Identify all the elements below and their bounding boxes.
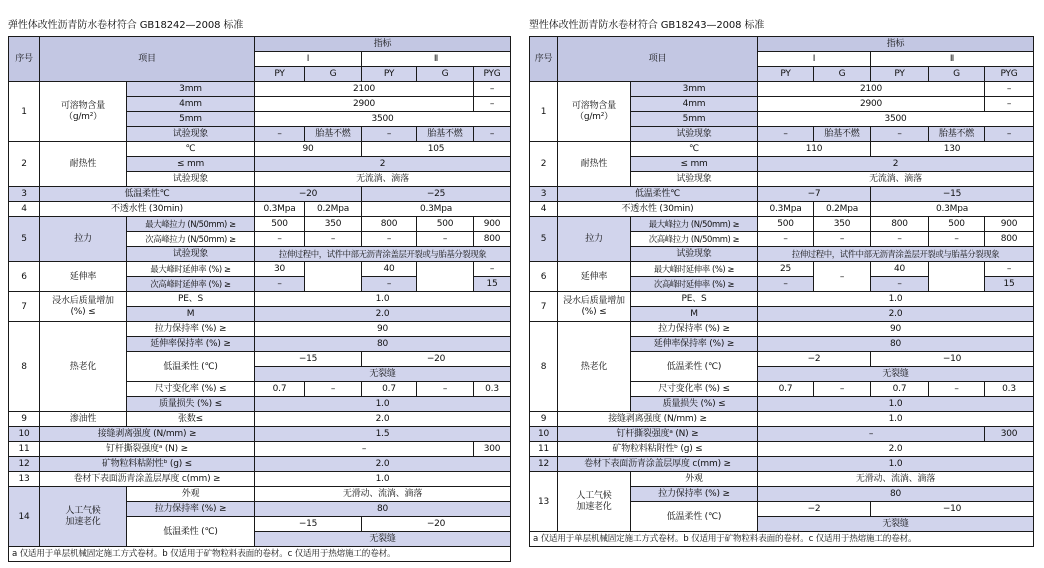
table-cell: 指标	[758, 37, 1034, 52]
table-cell: 耐热性	[558, 142, 631, 187]
table-cell: 6	[530, 262, 558, 292]
table-cell: 2.0	[758, 442, 1034, 457]
table-cell: 质量损失 (%) ≤	[631, 397, 758, 412]
table-cell: –	[985, 97, 1034, 112]
table-cell: 10	[530, 427, 558, 442]
table-row	[530, 322, 1034, 337]
table-cell: 90	[758, 322, 1034, 337]
table-cell: PY	[255, 67, 305, 82]
table-cell: 无裂缝	[255, 367, 511, 382]
table-row	[530, 427, 1034, 442]
table-cell: 人工气候 加速老化	[558, 472, 631, 532]
table-cell: 低温柔性 (℃)	[127, 352, 255, 382]
table-cell: −20	[362, 517, 511, 532]
table-cell: 80	[758, 337, 1034, 352]
table-cell: 外观	[127, 487, 255, 502]
table-cell: 拉力保持率 (%) ≥	[631, 487, 758, 502]
table-cell: 接缝剥离强度 (N/mm) ≥	[558, 412, 758, 427]
table-cell: –	[362, 127, 417, 142]
table-cell: 无裂缝	[758, 517, 1034, 532]
table-cell: a 仅适用于单层机械固定施工方式卷材。b 仅适用于矿物粒料表面的卷材。c 仅适用于热熔施工的卷材。	[9, 547, 511, 562]
table-cell: 500	[417, 217, 474, 232]
table-row	[530, 37, 1034, 52]
table-cell: 9	[530, 412, 558, 427]
table-cell: –	[362, 277, 417, 292]
table-cell: –	[985, 262, 1034, 277]
table-cell: –	[871, 232, 929, 247]
table-cell: –	[929, 382, 985, 397]
table-cell: 序号	[9, 37, 40, 82]
table-cell: −10	[871, 502, 1034, 517]
table-cell: 4mm	[631, 97, 758, 112]
table-cell: 500	[929, 217, 985, 232]
table-cell	[305, 262, 362, 292]
table-cell: 8	[9, 322, 40, 412]
table-cell: 试验现象	[631, 127, 758, 142]
table-cell: –	[255, 127, 305, 142]
table-cell: 350	[814, 217, 871, 232]
table-row	[530, 217, 1034, 232]
table-cell: 1.0	[255, 292, 511, 307]
table-cell: 项目	[558, 37, 758, 82]
table-cell: 2	[530, 142, 558, 187]
table-cell: 130	[871, 142, 1034, 157]
table-cell: 渗油性	[40, 412, 127, 427]
table-cell: 胎基不燃	[305, 127, 362, 142]
table-cell: 8	[530, 322, 558, 412]
table-cell: Ⅰ	[255, 52, 362, 67]
table-row	[530, 262, 1034, 277]
table-cell: 延伸率	[40, 262, 127, 292]
table-cell: –	[255, 232, 305, 247]
table-cell: 试验现象	[631, 247, 758, 262]
table-cell: 最大峰时延伸率 (%) ≥	[127, 262, 255, 277]
table-cell: 尺寸变化率 (%) ≤	[631, 382, 758, 397]
table-cell: 项目	[40, 37, 255, 82]
table-cell: 2900	[758, 97, 985, 112]
table-cell: 300	[474, 442, 511, 457]
table-cell: 2	[255, 157, 511, 172]
table-cell: 张数≤	[127, 412, 255, 427]
table-cell: –	[871, 127, 929, 142]
table-cell: –	[417, 232, 474, 247]
table-cell: 次高峰时延伸率 (%) ≥	[127, 277, 255, 292]
table-cell: –	[758, 232, 814, 247]
table-cell: 800	[474, 232, 511, 247]
table-cell: 80	[255, 337, 511, 352]
table-cell: 不透水性 (30min)	[558, 202, 758, 217]
table-cell: 25	[758, 262, 814, 277]
table-cell: 拉力保持率 (%) ≥	[127, 322, 255, 337]
table-row	[530, 457, 1034, 472]
table-cell: 7	[9, 292, 40, 322]
table-cell: 2.0	[758, 307, 1034, 322]
table-cell: G	[814, 67, 871, 82]
table-cell: 3	[9, 187, 40, 202]
table-cell: 卷材下表面沥青涂盖层厚度 c(mm) ≥	[558, 457, 758, 472]
table-cell: PE、S	[127, 292, 255, 307]
table-cell: 低温柔性℃	[558, 187, 758, 202]
table-cell: 1.0	[255, 397, 511, 412]
table-cell: −7	[758, 187, 871, 202]
table-cell: 2900	[255, 97, 474, 112]
table-row	[9, 262, 511, 277]
table-cell: 15	[474, 277, 511, 292]
table-cell: 9	[9, 412, 40, 427]
table-cell: 2	[758, 157, 1034, 172]
table-cell: 拉伸过程中，试件中部无沥青涂盖层开裂或与胎基分裂现象	[255, 247, 511, 262]
table-cell: 10	[9, 427, 40, 442]
table-cell: 无裂缝	[758, 367, 1034, 382]
table-row	[9, 202, 511, 217]
table-cell: 1	[530, 82, 558, 142]
table-cell: PY	[871, 67, 929, 82]
table-cell: 800	[362, 217, 417, 232]
table-cell: –	[758, 277, 814, 292]
table-cell: 无滑动、流淌、滴落	[758, 472, 1034, 487]
table-cell: 2100	[255, 82, 474, 97]
table-cell: 12	[530, 457, 558, 472]
table-cell: 0.3	[985, 382, 1034, 397]
table-row	[9, 322, 511, 337]
table-cell: 次高峰时延伸率 (%) ≥	[631, 277, 758, 292]
table-cell: 40	[871, 262, 929, 277]
table-cell: –	[929, 232, 985, 247]
table-cell: 2.0	[255, 457, 511, 472]
table-cell: Ⅰ	[758, 52, 871, 67]
table-cell: –	[814, 262, 871, 292]
table-cell: ≤ mm	[631, 157, 758, 172]
table-cell: 试验现象	[631, 172, 758, 187]
table-row	[9, 442, 511, 457]
table-cell: –	[417, 382, 474, 397]
table-cell: 人工气候 加速老化	[40, 487, 127, 547]
table-row	[530, 142, 1034, 157]
table-cell: 0.3Mpa	[871, 202, 1034, 217]
table-cell: 尺寸变化率 (%) ≤	[127, 382, 255, 397]
table-cell: M	[631, 307, 758, 322]
table-cell: 40	[362, 262, 417, 277]
table-cell: −15	[255, 352, 362, 367]
table-cell: 浸水后质量增加 (%) ≤	[558, 292, 631, 322]
table-cell: 无裂缝	[255, 532, 511, 547]
table-cell: 30	[255, 262, 305, 277]
table-cell: G	[417, 67, 474, 82]
table-cell: 卷材下表面沥青涂盖层厚度 c(mm) ≥	[40, 472, 255, 487]
table-cell: PE、S	[631, 292, 758, 307]
table-cell: −15	[871, 187, 1034, 202]
table-cell: 13	[530, 472, 558, 532]
table-cell: 序号	[530, 37, 558, 82]
table-cell: M	[127, 307, 255, 322]
table-cell: –	[255, 442, 474, 457]
table-cell	[929, 262, 985, 292]
table-cell: 最大峰时延伸率 (%) ≥	[631, 262, 758, 277]
table-cell: 3	[530, 187, 558, 202]
table-cell: 3500	[255, 112, 511, 127]
table-cell: 1.0	[758, 412, 1034, 427]
table-cell: 延伸率保持率 (%) ≥	[631, 337, 758, 352]
table-cell: 80	[255, 502, 511, 517]
table-cell: −20	[255, 187, 362, 202]
table-cell: 3mm	[127, 82, 255, 97]
table-cell: 耐热性	[40, 142, 127, 187]
table-cell: 500	[758, 217, 814, 232]
table-cell: G	[929, 67, 985, 82]
table-row	[530, 412, 1034, 427]
table-cell: 90	[255, 322, 511, 337]
table-cell: 3500	[758, 112, 1034, 127]
table-cell: −20	[362, 352, 511, 367]
table-cell: –	[362, 232, 417, 247]
table-cell: 试验现象	[127, 247, 255, 262]
table-cell: −10	[871, 352, 1034, 367]
table-cell: ≤ mm	[127, 157, 255, 172]
table-cell: 1	[9, 82, 40, 142]
table-cell: 低温柔性℃	[40, 187, 255, 202]
table-cell: 0.7	[362, 382, 417, 397]
gb18243-spec-table	[529, 36, 1034, 547]
table-cell: 1.0	[255, 472, 511, 487]
table-row	[530, 532, 1034, 547]
table-row	[9, 217, 511, 232]
table-row	[530, 202, 1034, 217]
table-row	[9, 412, 511, 427]
table-cell: 12	[9, 457, 40, 472]
table-cell: 1.5	[255, 427, 511, 442]
table-cell: 次高峰拉力 (N/50mm) ≥	[127, 232, 255, 247]
table-cell: –	[871, 277, 929, 292]
table-cell: 5mm	[127, 112, 255, 127]
table-cell: −2	[758, 502, 871, 517]
table-cell: 热老化	[558, 322, 631, 412]
table-cell: 试验现象	[127, 127, 255, 142]
table-cell: 2	[9, 142, 40, 187]
table-cell: 5mm	[631, 112, 758, 127]
table-cell: 2.0	[255, 307, 511, 322]
table-cell: −15	[255, 517, 362, 532]
table-cell	[417, 262, 474, 292]
table-cell: 6	[9, 262, 40, 292]
table-cell: 0.3Mpa	[758, 202, 814, 217]
table-cell: –	[305, 382, 362, 397]
table-cell: 不透水性 (30min)	[40, 202, 255, 217]
table-cell: 5	[530, 217, 558, 262]
table-cell: 900	[985, 217, 1034, 232]
table-cell: 质量损失 (%) ≤	[127, 397, 255, 412]
table-cell: ℃	[631, 142, 758, 157]
table-row	[9, 292, 511, 307]
table-row	[9, 187, 511, 202]
table-cell: 胎基不燃	[814, 127, 871, 142]
table-cell: 浸水后质量增加 (%) ≤	[40, 292, 127, 322]
table-cell: –	[474, 82, 511, 97]
table-cell: 0.3Mpa	[255, 202, 305, 217]
table-cell: 90	[255, 142, 362, 157]
table-cell: −25	[362, 187, 511, 202]
table-cell: 110	[758, 142, 871, 157]
table-cell: −2	[758, 352, 871, 367]
table-cell: 拉力保持率 (%) ≥	[631, 322, 758, 337]
table-row	[9, 37, 511, 52]
table-cell: 0.3Mpa	[362, 202, 511, 217]
table-cell: 接缝剥离强度 (N/mm) ≥	[40, 427, 255, 442]
table-cell: 0.2Mpa	[305, 202, 362, 217]
table-cell: 11	[9, 442, 40, 457]
table-cell: 350	[305, 217, 362, 232]
table-cell: 4	[530, 202, 558, 217]
table-cell: 300	[985, 427, 1034, 442]
table-cell: 1.0	[758, 457, 1034, 472]
table-cell: 15	[985, 277, 1034, 292]
table-cell: 拉力保持率 (%) ≥	[127, 502, 255, 517]
table-cell: 900	[474, 217, 511, 232]
table-cell: 拉力	[40, 217, 127, 262]
table-cell: 低温柔性 (℃)	[631, 352, 758, 382]
table-cell: –	[474, 97, 511, 112]
table-row	[9, 487, 511, 502]
table-cell: 低温柔性 (℃)	[631, 502, 758, 532]
table-cell: 延伸率保持率 (%) ≥	[127, 337, 255, 352]
table-cell: 低温柔性 (℃)	[127, 517, 255, 547]
table-cell: 次高峰拉力 (N/50mm) ≥	[631, 232, 758, 247]
table-cell: 1.0	[758, 397, 1034, 412]
table-cell: 无滑动、流淌、滴落	[255, 487, 511, 502]
right-table-title: 塑性体改性沥青防水卷材符合 GB18243—2008 标准	[529, 20, 765, 31]
table-cell: –	[814, 382, 871, 397]
table-row	[9, 547, 511, 562]
table-row	[9, 457, 511, 472]
table-cell: 可溶物含量 （g/m²）	[558, 82, 631, 142]
table-cell: 14	[9, 487, 40, 547]
gb18242-spec-table	[8, 36, 511, 562]
table-row	[530, 187, 1034, 202]
table-cell: 最大峰拉力 (N/50mm) ≥	[631, 217, 758, 232]
table-cell: 矿物粒料粘附性ᵇ (g) ≤	[558, 442, 758, 457]
table-cell: 0.2Mpa	[814, 202, 871, 217]
table-cell: 105	[362, 142, 511, 157]
table-row	[530, 472, 1034, 487]
table-cell: 0.7	[255, 382, 305, 397]
table-cell: 80	[758, 487, 1034, 502]
table-cell: 2100	[758, 82, 985, 97]
table-row	[530, 82, 1034, 97]
table-cell: 4	[9, 202, 40, 217]
table-cell: ℃	[127, 142, 255, 157]
table-row	[9, 142, 511, 157]
table-cell: 无流淌、滴落	[255, 172, 511, 187]
table-cell: 0.3	[474, 382, 511, 397]
table-cell: 钉杆撕裂强度ᵃ (N) ≥	[558, 427, 758, 442]
table-cell: Ⅱ	[362, 52, 511, 67]
table-cell: 最大峰拉力 (N/50mm) ≥	[127, 217, 255, 232]
table-cell: 拉伸过程中，试件中部无沥青涂盖层开裂或与胎基分裂现象	[758, 247, 1034, 262]
table-cell: 0.7	[758, 382, 814, 397]
table-cell: 1.0	[758, 292, 1034, 307]
table-cell: –	[985, 127, 1034, 142]
table-cell: 钉杆撕裂强度ᵃ (N) ≥	[40, 442, 255, 457]
table-cell: –	[758, 127, 814, 142]
table-cell: 可溶物含量 （g/m²）	[40, 82, 127, 142]
table-cell: 2.0	[255, 412, 511, 427]
table-cell: PY	[362, 67, 417, 82]
table-cell: 胎基不燃	[929, 127, 985, 142]
table-cell: 拉力	[558, 217, 631, 262]
table-cell: 800	[985, 232, 1034, 247]
table-cell: –	[305, 232, 362, 247]
table-cell: 7	[530, 292, 558, 322]
table-row	[9, 427, 511, 442]
table-cell: 外观	[631, 472, 758, 487]
table-cell: 延伸率	[558, 262, 631, 292]
left-table-title: 弹性体改性沥青防水卷材符合 GB18242—2008 标准	[8, 20, 244, 31]
table-row	[9, 472, 511, 487]
table-cell: 5	[9, 217, 40, 262]
table-cell: 试验现象	[127, 172, 255, 187]
table-cell: –	[814, 232, 871, 247]
table-cell: Ⅱ	[871, 52, 1034, 67]
table-cell: a 仅适用于单层机械固定施工方式卷材。b 仅适用于矿物粒料表面的卷材。c 仅适用于热熔施工的卷材。	[530, 532, 1034, 547]
table-cell: 3mm	[631, 82, 758, 97]
table-cell: PYG	[985, 67, 1034, 82]
table-cell: 4mm	[127, 97, 255, 112]
table-cell: –	[474, 127, 511, 142]
table-row	[530, 292, 1034, 307]
table-cell: 胎基不燃	[417, 127, 474, 142]
table-cell: 热老化	[40, 322, 127, 412]
table-cell: 无流淌、滴落	[758, 172, 1034, 187]
table-cell: PYG	[474, 67, 511, 82]
table-cell: G	[305, 67, 362, 82]
table-cell: 11	[530, 442, 558, 457]
table-cell: –	[474, 262, 511, 277]
table-cell: 13	[9, 472, 40, 487]
table-cell: 800	[871, 217, 929, 232]
table-row	[9, 82, 511, 97]
table-cell: –	[758, 427, 985, 442]
table-cell: 矿物粒料粘附性ᵇ (g) ≤	[40, 457, 255, 472]
table-cell: –	[255, 277, 305, 292]
table-cell: PY	[758, 67, 814, 82]
table-row	[530, 442, 1034, 457]
table-cell: 指标	[255, 37, 511, 52]
table-cell: 0.7	[871, 382, 929, 397]
table-cell: –	[985, 82, 1034, 97]
table-cell: 500	[255, 217, 305, 232]
